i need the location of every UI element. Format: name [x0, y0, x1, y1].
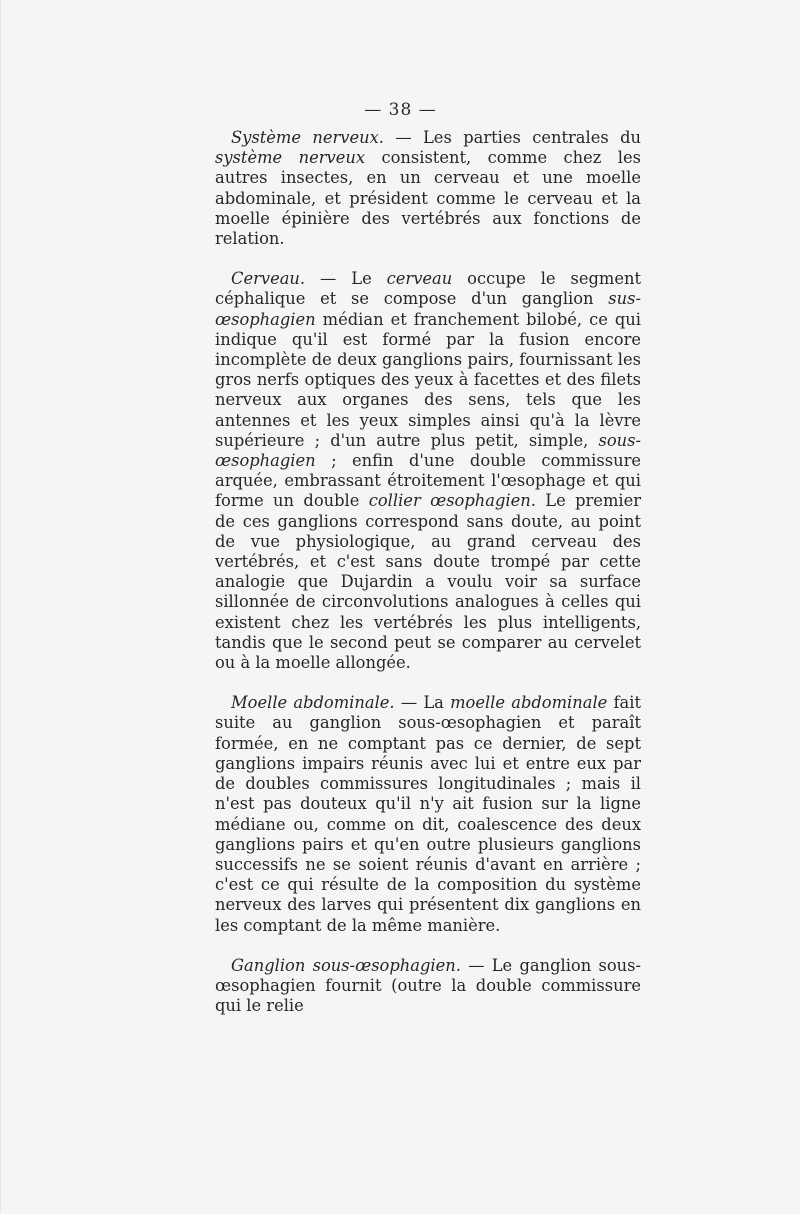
paragraph-heading: Cerveau.	[231, 269, 306, 289]
paragraph	[215, 269, 641, 673]
paragraph	[215, 693, 641, 935]
paragraph	[215, 956, 641, 1017]
paragraph-text: occupe le segment céphalique et se compose d'un ganglion	[215, 269, 641, 309]
italic-term: cerveau	[386, 269, 453, 289]
paragraph-heading: Ganglion sous-œsophagien.	[231, 955, 461, 975]
italic-term: sus-œsophagien	[215, 289, 641, 329]
italic-term: système nerveux	[215, 148, 366, 168]
paragraph-text: ; enfin d'une double commissure arquée, embrassant étroitement l'œsophage et qui forme un double	[215, 451, 641, 511]
paragraph-heading: Moelle abdominale.	[231, 693, 395, 713]
paragraph-text: — La	[394, 693, 451, 713]
italic-term: moelle abdominale	[450, 693, 608, 713]
paragraph-text: — Les parties centrales du	[383, 128, 641, 147]
paragraph	[215, 128, 641, 249]
paragraph-text: — Le	[305, 269, 387, 289]
paragraph-text: médian et franchement bilobé, ce qui indique qu'il est formé par la fusion encore incomplète de deux ganglions pairs, fournissant les gros nerfs optiques des yeux à facettes et des filets nerveux aux organes des sens, tels que les antennes et les yeux simples ainsi qu'à la lèvre supérieure ; d'un autre plus petit, simple,	[215, 309, 641, 450]
italic-term: sous-œsophagien	[215, 430, 641, 471]
italic-term: collier œsophagien.	[368, 491, 536, 511]
page-number: — 38 —	[364, 100, 437, 120]
paragraph-heading: Système nerveux.	[231, 128, 384, 147]
paragraph-text: fait suite au ganglion sous-œsophagien et paraît formée, en ne comptant pas ce dernier, de sept ganglions impairs réunis avec lui et entre eux par de doubles commissures longitudinales ; mais il n'est pas douteux qu'il n'y ait fusion sur la ligne médiane ou, comme on dit, coalescence des deux ganglions pairs et qu'en outre plusieurs ganglions successifs ne se soient réunis d'avant en arrière ; c'est ce qui résulte de la composition du système nerveux des larves qui présentent dix ganglions en les comptant de la même manière.	[215, 693, 641, 935]
body-text	[215, 128, 641, 1036]
paragraph-text: consistent, comme chez les autres insectes, en un cerveau et une moelle abdominale, et président comme le cerveau et la moelle épinière des vertébrés aux fonctions de relation.	[215, 148, 641, 249]
paragraph-text: Le premier de ces ganglions correspond sans doute, au point de vue physiologique, au grand cerveau des vertébrés, et c'est sans doute trompé par cette analogie que Dujardin a voulu voir sa surface sillonnée de circonvolutions analogues à celles qui existent chez les vertébrés les plus intelligents, tandis que le second peut se comparer au cervelet ou à la moelle allongée.	[215, 491, 642, 673]
paragraph-text: — Le ganglion sous-œsophagien fournit (outre la double commissure qui le relie	[215, 955, 641, 1016]
